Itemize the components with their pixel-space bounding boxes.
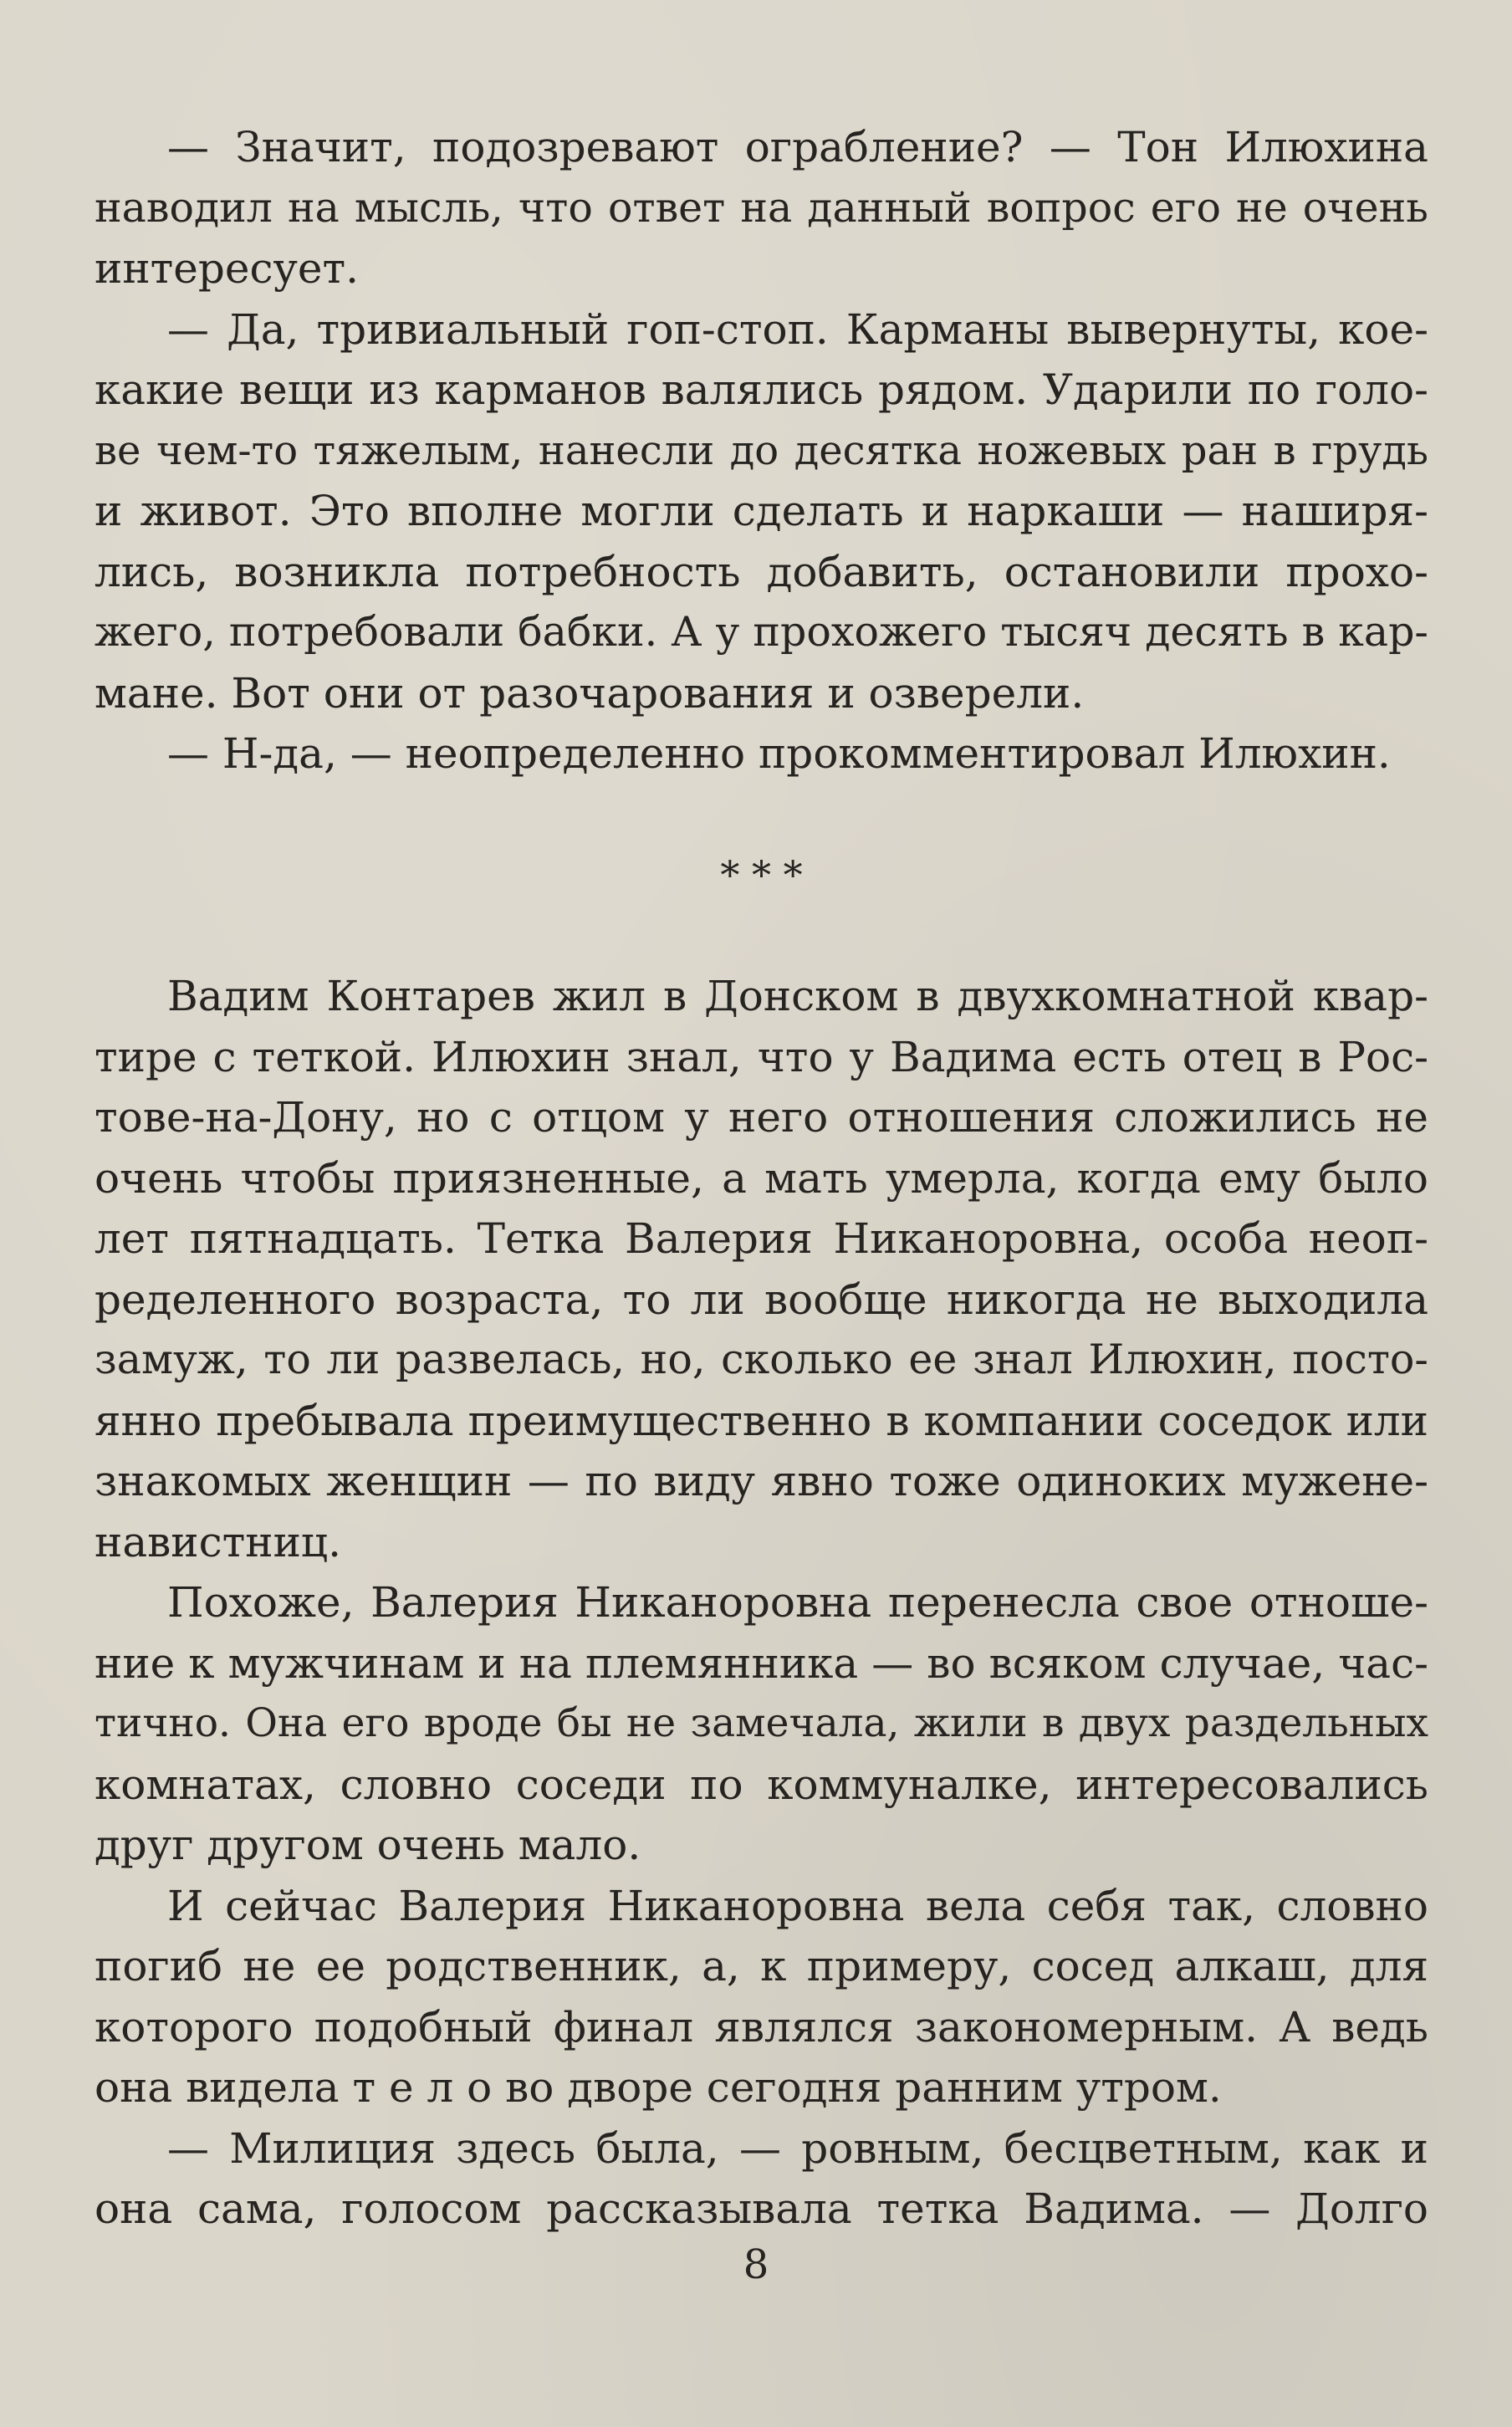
text-line: тове-на-Дону, но с отцом у него отношения сложились не — [94, 1093, 1428, 1142]
text-line: мане. Вот они от разочарования и озверели. — [94, 668, 1085, 718]
text-line: ние к мужчинам и на племянника — во всяком случае, час- — [94, 1638, 1428, 1688]
text-line: Вадим Контарев жил в Донском в двухкомнатной квар- — [167, 972, 1428, 1020]
text-line: какие вещи из карманов валялись рядом. Ударили по голо- — [94, 365, 1428, 414]
text-line: лет пятнадцать. Тетка Валерия Никаноровна, особа неоп- — [94, 1214, 1428, 1263]
text-line: очень чтобы приязненные, а мать умерла, когда ему было — [94, 1153, 1428, 1203]
text-line: лись, возникла потребность добавить, остановили прохо- — [94, 547, 1428, 596]
text-line: ве чем-то тяжелым, нанесли до десятка ножевых ран в грудь — [94, 427, 1428, 474]
text-line: интересует. — [94, 244, 360, 293]
spacer — [94, 784, 1428, 846]
text-line: навистниц. — [94, 1517, 341, 1566]
spacer — [94, 906, 1428, 967]
text-line: замуж, то ли развелась, но, сколько ее знал Илюхин, посто- — [94, 1336, 1428, 1383]
text-line: комнатах, словно соседи по коммуналке, интересовались — [94, 1760, 1428, 1809]
section-separator: * * * — [720, 852, 803, 897]
text-line: — Да, тривиальный гоп-стоп. Карманы вывернуты, кое- — [167, 304, 1428, 354]
text-line: тично. Она его вроде бы не замечала, жили в двух раздельных — [94, 1700, 1428, 1746]
text-line: и живот. Это вполне могли сделать и наркаши — наширя- — [94, 487, 1428, 535]
text-line: Похоже, Валерия Никаноровна перенесла свое отноше- — [167, 1578, 1428, 1627]
text-line: — Милиция здесь была, — ровным, бесцветным, как и — [167, 2123, 1428, 2173]
text-line: она видела т е л о во дворе сегодня ранним утром. — [94, 2063, 1222, 2112]
text-line: янно пребывала преимущественно в компании соседок или — [94, 1396, 1428, 1445]
text-line: — Н-да, — неопределенно прокомментировал Илюхин. — [167, 729, 1391, 778]
page-number: 8 — [743, 2241, 769, 2288]
text-line: наводил на мысль, что ответ на данный вопрос его не очень — [94, 183, 1428, 232]
text-line: друг другом очень мало. — [94, 1821, 641, 1869]
text-line: И сейчас Валерия Никаноровна вела себя так, словно — [167, 1881, 1428, 1930]
text-column — [94, 117, 1428, 2240]
text-block-2 — [94, 966, 1428, 2240]
text-line: — Значит, подозревают ограбление? — Тон Илюхина — [167, 123, 1428, 171]
text-line: которого подобный финал являлся закономерным. А ведь — [94, 2002, 1428, 2051]
text-line: знакомых женщин — по виду явно тоже одиноких мужене- — [94, 1457, 1428, 1505]
text-line: жего, потребовали бабки. А у прохожего тысяч десять в кар- — [94, 608, 1428, 656]
text-line: ределенного возраста, то ли вообще никогда не выходила — [94, 1275, 1428, 1324]
text-line: она сама, голосом рассказывала тетка Вадима. — Долго — [94, 2184, 1428, 2233]
text-block-1 — [94, 117, 1428, 784]
text-line: погиб не ее родственник, а, к примеру, сосед алкаш, для — [94, 1942, 1428, 1990]
text-line: тире с теткой. Илюхин знал, что у Вадима есть отец в Рос- — [94, 1032, 1428, 1081]
